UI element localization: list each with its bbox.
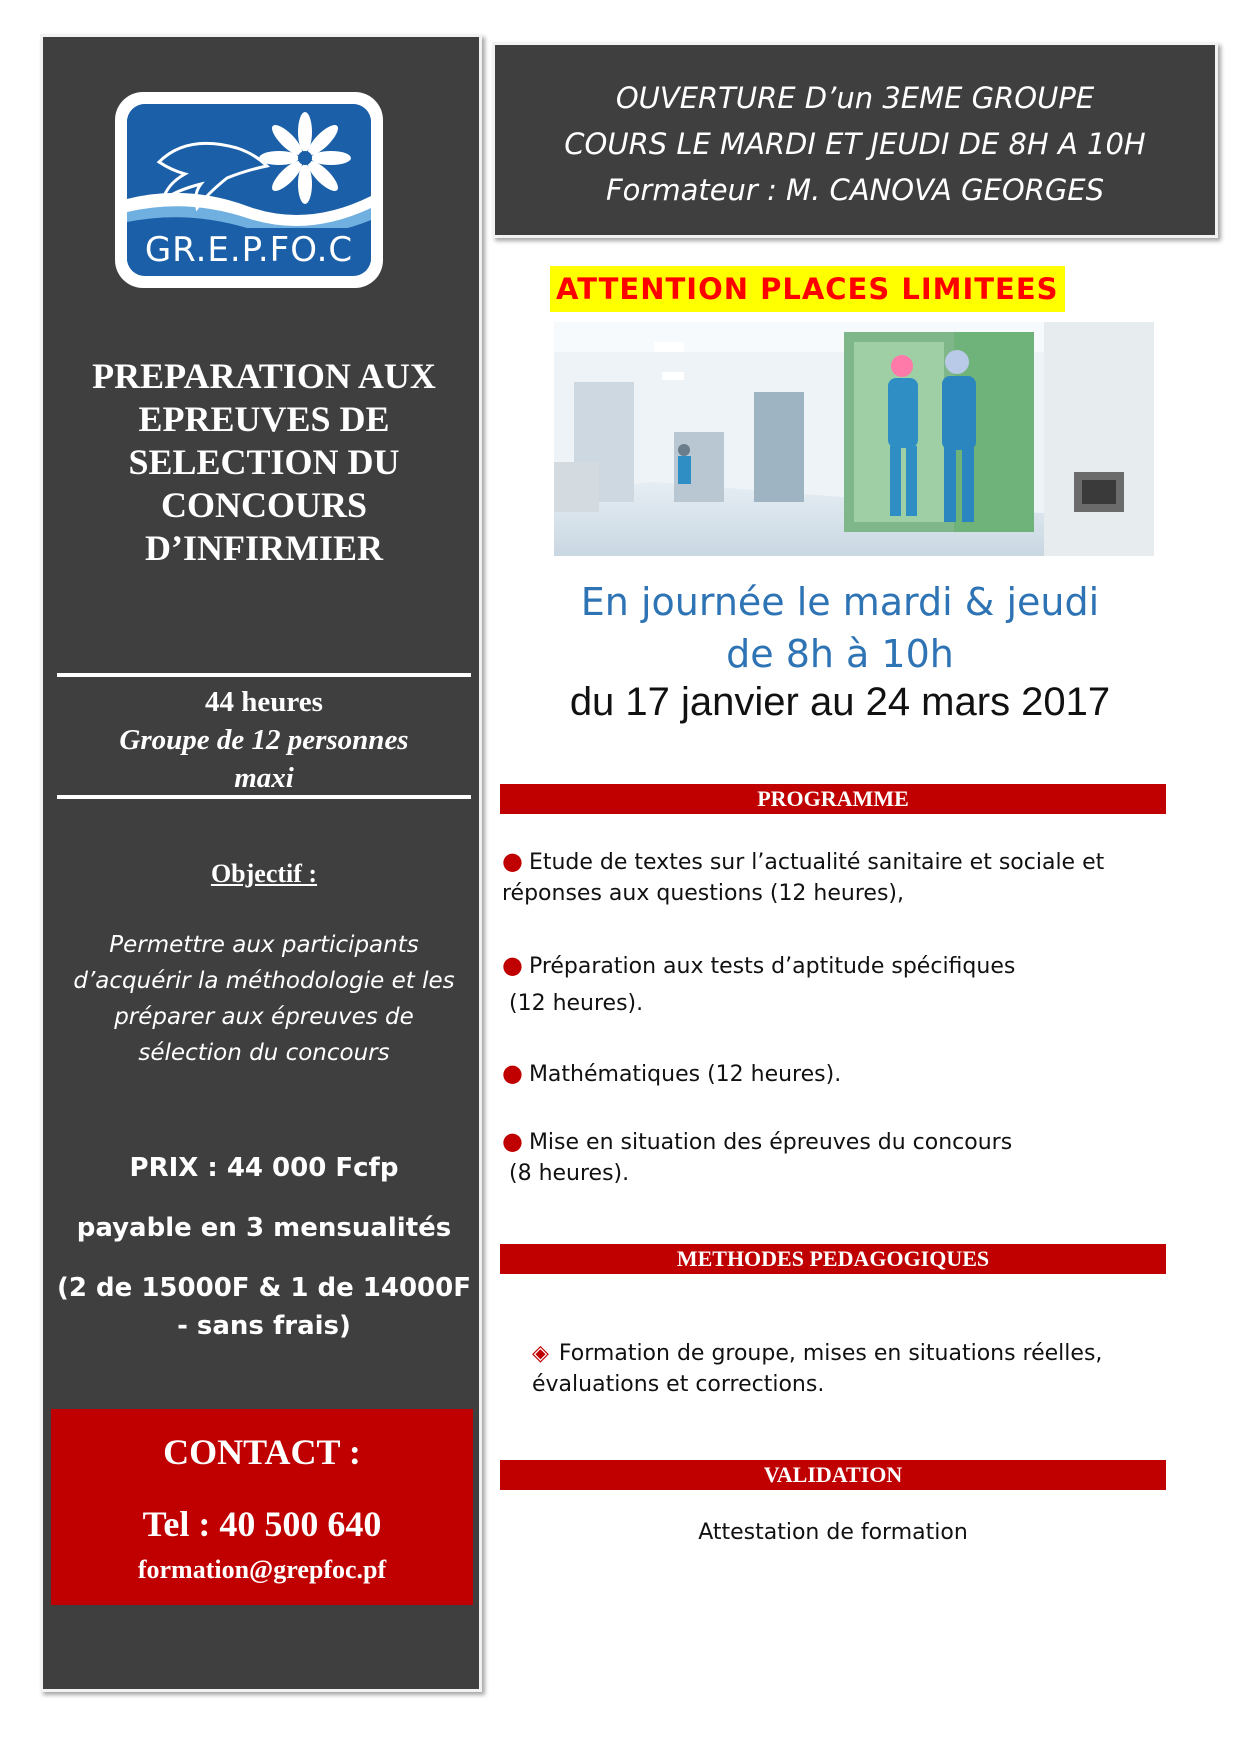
- banner-line: OUVERTURE D’un 3EME GROUPE: [615, 81, 1095, 115]
- validation-text: Attestation de formation: [698, 1520, 968, 1545]
- hospital-corridor-photo: [554, 322, 1154, 556]
- installments-line: - sans frais): [177, 1311, 351, 1341]
- validation-heading: VALIDATION: [500, 1460, 1166, 1490]
- course-title-line: SELECTION DU: [128, 442, 400, 482]
- course-title-line: D’INFIRMIER: [145, 528, 383, 568]
- course-title-line: PREPARATION AUX: [92, 356, 436, 396]
- announcement-banner: [492, 42, 1218, 238]
- methodes-line: évaluations et corrections.: [532, 1372, 825, 1397]
- programme-item-line: Mathématiques (12 heures).: [528, 1062, 842, 1087]
- divider: [57, 673, 471, 677]
- objectif-line: d’acquérir la méthodologie et les: [73, 968, 455, 994]
- programme-item-line: réponses aux questions (12 heures),: [502, 881, 904, 906]
- logo-emblem: [127, 104, 371, 276]
- hours-label: 44 heures: [205, 686, 323, 718]
- objectif-line: préparer aux épreuves de: [114, 1004, 414, 1030]
- hospital-corridor-image: [554, 322, 1154, 556]
- objectif-heading: Objectif :: [210, 859, 318, 888]
- divider: [57, 795, 471, 799]
- programme-item-line: (12 heures).: [502, 991, 644, 1016]
- bullet-icon: ●: [502, 951, 523, 979]
- limited-places-notice: ATTENTION PLACES LIMITEES: [550, 266, 1065, 312]
- group-size-line: Groupe de 12 personnes: [119, 724, 409, 756]
- course-title-line: CONCOURS: [160, 485, 367, 525]
- sidebar-panel: [40, 34, 482, 1692]
- contact-phone[interactable]: Tel : 40 500 640: [142, 1504, 382, 1544]
- group-size-line: maxi: [234, 762, 294, 794]
- course-title: [53, 355, 475, 570]
- bullet-icon: ●: [502, 847, 523, 875]
- programme-heading: PROGRAMME: [500, 784, 1166, 814]
- programme-item-line: Etude de textes sur l’actualité sanitaire et sociale et: [528, 850, 1105, 875]
- installments: [53, 1269, 475, 1345]
- programme-item-line: Préparation aux tests d’aptitude spécifiques: [528, 954, 1016, 979]
- course-title-line: EPREUVES DE: [138, 399, 390, 439]
- objectif-line: sélection du concours: [138, 1040, 390, 1066]
- objectif-text: [53, 927, 475, 1071]
- methodes-heading: METHODES PEDAGOGIQUES: [500, 1244, 1166, 1274]
- programme-item: [502, 846, 1172, 909]
- installments-line: (2 de 15000F & 1 de 14000F: [57, 1273, 471, 1303]
- schedule-days: En journée le mardi & jeudi: [580, 580, 1100, 624]
- hours-block: [53, 683, 475, 797]
- bullet-icon: ●: [502, 1059, 523, 1087]
- grepfoc-logo: [115, 92, 383, 288]
- diamond-bullet-icon: ◈: [532, 1341, 549, 1366]
- contact-title: CONTACT :: [163, 1432, 361, 1472]
- contact-box: [51, 1409, 473, 1605]
- course-dates: du 17 janvier au 24 mars 2017: [569, 680, 1111, 724]
- programme-item: [502, 950, 1172, 1019]
- objectif-line: Permettre aux participants: [109, 932, 419, 958]
- methodes-line: Formation de groupe, mises en situations réelles,: [558, 1341, 1103, 1366]
- banner-line: Formateur : M. CANOVA GEORGES: [605, 173, 1105, 207]
- schedule-block: [540, 576, 1140, 680]
- programme-item: [502, 1058, 1172, 1090]
- bullet-icon: ●: [502, 1127, 523, 1155]
- schedule-hours: de 8h à 10h: [726, 632, 954, 676]
- programme-item-line: (8 heures).: [502, 1161, 630, 1186]
- programme-item: [502, 1126, 1172, 1189]
- banner-line: COURS LE MARDI ET JEUDI DE 8H A 10H: [564, 127, 1146, 161]
- contact-email[interactable]: formation@grepfoc.pf: [137, 1555, 387, 1584]
- programme-item-line: Mise en situation des épreuves du concours: [528, 1130, 1013, 1155]
- payable-label: payable en 3 mensualités: [76, 1213, 452, 1243]
- logo-text: GR.E.P.FO.C: [127, 228, 371, 272]
- methodes-text: [532, 1338, 1172, 1400]
- price-label: PRIX : 44 000 Fcfp: [129, 1153, 399, 1183]
